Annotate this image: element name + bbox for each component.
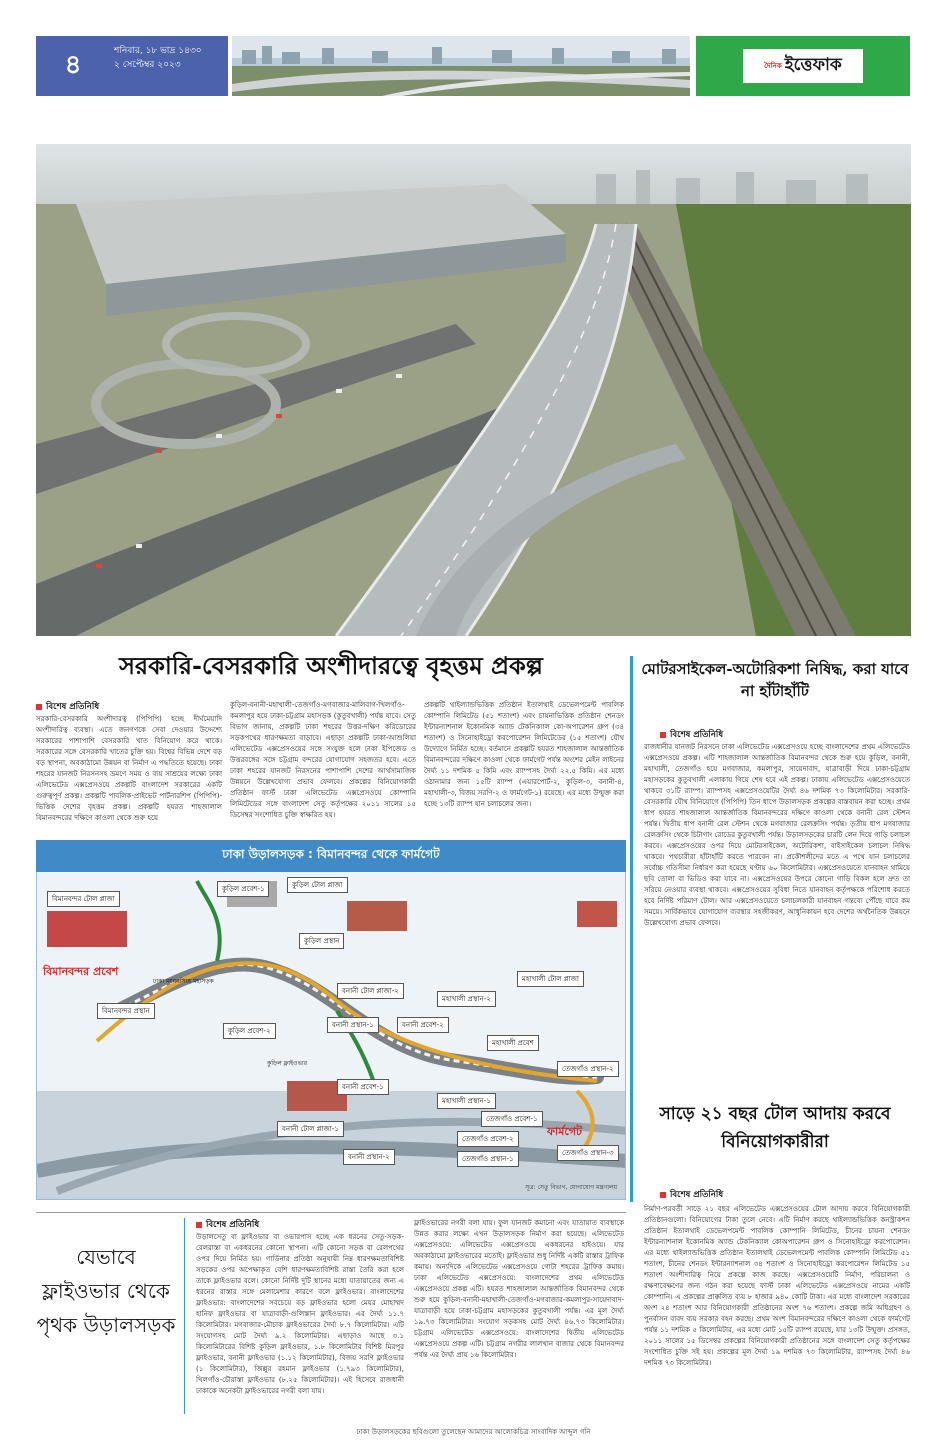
label-banani-toll-2: বনানী টোল প্লাজা-২ (337, 983, 404, 999)
motorcycle-body: রাজধানীর যানজট নিরসনে ঢাকা এলিভেটেড এক্সপ্রেসওয়ে হচ্ছে বাংলাদেশের প্রথম এলিভেটেড এক্সপ্রেসওয়ে প্রকল্প। এটি শাহজালাল আন্তর্জাতিক বিমানবন্দর থেকে শুরু হয়ে কুড়িল, বনানী, মহাখালী, তেজগাঁও হয়ে মগবাজার, কমলাপুর, সায়েদাবাদ, যাত্রাবাড়ী দিয়ে ঢাকা-চট্টগ্রাম মহাসড়কের কুতুবখালী এলাকায় গিয়ে শেষ হবে এই প্রকল্প। ঢাকায় এলিভেটেড এক্সপ্রেসওয়েতে থাকবে ৩১টি র‍্যাম্প। র‍্যাম্পসহ এক্সপ্রেসওয়েটির দৈর্ঘ্য ৪৬ দশমিক ৭৩ কিলোমিটার। সরকারি-বেসরকারি যৌথ বিনিয়োগে (পিপিপি) তিন ধাপে উড়ালসড়ক প্রকল্পের বাস্তবায়ন করা হচ্ছে। প্রথম ধাপ হযরত শাহজালাল আন্তর্জাতিক বিমানবন্দরের দক্ষিণে কাওলা থেকে বনানী রেল স্টেশন পর্যন্ত। দ্বিতীয় ধাপ বনানী রেল স্টেশন থেকে মগবাজার রেলক্রসিং পর্যন্ত। তৃতীয় ধাপ মগবাজার রেলক্রসিং থেকে চিটাগাং রোডের কুতুবখালী পর্যন্ত। উড়ালসড়কের চারটি লেন দিয়ে গাড়ি চলাচল করবে। এক্সপ্রেসওয়ের ওপর দিয়ে মোটরসাইকেল, অটোরিকশা, বাইসাইকেল চলাচল নিষিদ্ধ থাকবে। পথচারীরা হাঁটাহাঁটি করতে পারবেন না। প্রকৌশলীদের মতে এ পথে যান চলাচলের সর্বোচ্চ গতিসীমা নির্ধারণ করা হয়েছে ঘণ্টায় ৬০ কিলোমিটার। এক্সপ্রেসওয়েতে যানবাহন থামিয়ে ছবি তোলা বা ভিডিও করা যাবে না। এক্সপ্রেসওয়ের উপরে কোনো গাড়ি বিকল হলে দ্রুত তা সরিয়ে নেওয়ার ব্যবস্থা থাকবে। এক্সপ্রেসওয়ের সুবিধা নিতে যানবাহন কর্তৃপক্ষকে পরিশোধ করতে হবে নির্দিষ্ট পরিমাণ টোল। আর এক্সপ্রেসওয়েতে চলাচলকারী যানবাহন গন্তব্যে পৌঁছে যাবে কম সময়ে। সার্বিকভাবে যোগাযোগ ব্যবস্থার সহজীকরণ, আধুনিকায়ন হবে দেশের অর্থনৈতিক উন্নয়নে উল্লেখযোগ্য প্রভাব ফেলবে। (644, 743, 910, 927)
toll-body: নির্মাণ-পরবর্তী সাড়ে ২১ বছর এলিভেটেড এক্সপ্রেসওয়ের টোল আদায় করবে বিনিয়োগকারী প্রতিষ্ঠানগুলো। বিনিয়োগের টাকা তুলে নেবে। এটি নির্মাণ করছে থাইল্যান্ডভিত্তিক কনস্ট্রাকশন প্রতিষ্ঠান ইতালথাই ডেভেলপমেন্ট পাবলিক কোম্পানি লিমিটেড, চীনের চায়না শেনডং ইন্টারন্যাশনাল ইকোনমিক অ্যান্ড টেকনিক্যাল কোঅপারেশন গ্রুপ ও সিনোহাইড্রো করপোরেশন। এর মধ্যে থাইল্যান্ডভিত্তিক প্রতিষ্ঠান ইতালথাই ডেভেলপমেন্ট পাবলিক কোম্পানি লিমিটেড ৫১ শতাংশ, চীনের শেনডং ইন্টারন্যাশনাল ৩৪ শতাংশ ও সিনোহাইড্রো করপোরেশন লিমিটেড ১৫ শতাংশ অংশীদারিত্ব নিয়ে প্রকল্পে কাজ করছে। এক্সপ্রেসওয়েটি নির্মাণ, পরিচালনা ও রক্ষণাবেক্ষণের জন্য গঠন করা হয়েছে ফার্স্ট ঢাকা এলিভেটেড এক্সপ্রেসওয়ে নামের একটি কোম্পানি। এ প্রকল্পের প্রাক্কলিত ব্যয় ৮ হাজার ৯৪০ কোটি টাকা। এর মধ্যে বাংলাদেশ সরকারের অংশ ২৪ শতাংশ আর বিনিয়োগকারী প্রতিষ্ঠানের অংশ ৭৬ শতাংশ। প্রকল্পে জমি অধিগ্রহণ ও পুনর্বাসন বাবদ ব্যয় সরকার বহন করছে। প্রথম অংশ বিমানবন্দরের দক্ষিণে কাওলা থেকে ফার্মগেট পর্যন্ত ১১ দশমিক ৫ কিলোমিটার, এর মধ্যে মোট ১৫টি র‍্যাম্প রয়েছে, যার ১৩টি উন্মুক্ত। প্রসঙ্গত, ২০১১ সালের ১৫ ডিসেম্বর প্রকল্পের বিনিয়োগকারী প্রতিষ্ঠানের সঙ্গে বাংলাদেশ সেতু কর্তৃপক্ষের সংশোধিত চুক্তি সই হয়। প্রকল্পের মূল দৈর্ঘ্য ১৯ দশমিক ৭৩ কিলোমিটার, র‍্যাম্পসহ দৈর্ঘ্য ৪৬ দশমিক ৭৩ কিলোমিটার। (644, 1205, 910, 1367)
infographic-title: ঢাকা উড়ালসড়ক : বিমানবন্দর থেকে ফার্মগেট (36, 840, 626, 872)
label-banani-entry-2: বনানী প্রবেশ-২ (397, 1017, 449, 1033)
label-tejgaon-exit-3: তেজগাঁও প্রস্থান-৩ (557, 1145, 619, 1161)
flyover-divider (184, 1218, 185, 1414)
main-headline: সরকারি-বেসরকারি অংশীদারত্বে বৃহত্তম প্রকল্প (119, 651, 543, 680)
main-column-1: সরকারি-বেসরকারি অংশীদারত্ব (পিপিপি) হচ্ছে দীর্ঘমেয়াদি অংশীদারিত্ব ব্যবস্থা। এতে জনগণকে সেবা দেওয়ার উদ্দেশ্যে সরকারের পাশাপাশি বেসরকারি খাত বিনিয়োগ করে থাকে। সরকারের সঙ্গে বেসরকারি খাতের চুক্তি হয়। বিশ্বের বিভিন্ন দেশে বড় বড় স্থাপনা, অবকাঠামো উন্নয়ন বা নির্মাণ এ পদ্ধতিতে হয়েছে। ঢাকা শহরের যানজট নিরসনসহ ভ্রমণে সময় ও ব্যয় সাশ্রয়ের লক্ষ্যে ঢাকা এলিভেটেড এক্সপ্রেসওয়ে প্রকল্পটি বাংলাদেশ সরকারের একটি গুরুত্বপূর্ণ প্রকল্প। প্রকল্পটি পাবলিক-প্রাইভেট পার্টনারশিপ (পিপিপি)-ভিত্তিক দেশের বৃহত্তম প্রকল্প। প্রকল্পটি হযরত শাহজালাল বিমানবন্দরের দক্ষিণে কাওলা থেকে শুরু হয়ে (36, 715, 222, 822)
label-kuril-flyover: কুড়িল ফ্লাইওভার (267, 1060, 308, 1067)
logo-small-text: দৈনিক (764, 61, 782, 70)
label-tejgaon-entry-1: তেজগাঁও প্রবেশ-১ (481, 1111, 543, 1127)
label-tejgaon-entry-2: তেজগাঁও প্রবেশ-২ (457, 1131, 519, 1147)
motorcycle-byline: বিশেষ প্রতিনিধি (660, 728, 860, 742)
label-kuril-toll: কুড়িল টোল প্লাজা (287, 877, 348, 893)
flyover-column-2: ফ্লাইওভারের নগরী বলা যায়। ফুল যানজট কমানো এবং যাতায়াত ব্যবস্থাকে উন্নত করার লক্ষ্যে এখন উড়ালসড়ক নির্মাণ করা হয়েছে। এলিভেটেড এক্সপ্রেসওয়ে: এলিভেটেড এক্সপ্রেসওয়ে একধরনের হাইওয়ে। যার অবকাঠামো ফ্লাইওভারের মতোই। ফ্লাইওভার শুধু নির্দিষ্ট একটি রাস্তার ট্রাফিক কমায়। অন্যদিকে এলিভেটেড এক্সপ্রেসওয়ে গোটা শহরের ট্রাফিক কমায়। ঢাকা এলিভেটেড এক্সপ্রেসওয়ে: বাংলাদেশের প্রথম এলিভেটেড এক্সপ্রেসওয়ে প্রকল্প এটি। হযরত শাহজালাল আন্তর্জাতিক বিমানবন্দর থেকে শুরু হয়ে কুড়িল-বনানী-মহাখালী-তেজগাঁও-মগবাজার-কমলাপুর-সায়েদাবাদ-যাত্রাবাড়ী হয়ে ঢাকা-চট্টগ্রাম মহাসড়কের কুতুবখালী পর্যন্ত। এর মূল দৈর্ঘ্য ১৯.৭৩ কিলোমিটার। সংযোগ সড়কসহ মোট দৈর্ঘ্য ৪৬.৭৩ কিলোমিটার। চট্টগ্রাম এলিভেটেড এক্সপ্রেসওয়ে: বাংলাদেশের দ্বিতীয় এলিভেটেড এক্সপ্রেসওয়ে প্রকল্প এটি। চট্টগ্রাম নগরীর লালখান বাজার থেকে বিমানবন্দর পর্যন্ত এর দৈর্ঘ্য প্রায় ১৬ কিলোমিটার। (414, 1219, 624, 1359)
toll-byline: বিশেষ প্রতিনিধি (660, 1188, 860, 1202)
label-kuril-exit: কুড়িল প্রস্থান (299, 933, 344, 949)
expressway-aerial-photo (36, 144, 911, 636)
label-banani-toll-1: বনানী টোল প্লাজা-১ (277, 1121, 344, 1137)
main-column-3: প্রকল্পটি থাইল্যান্ডভিত্তিক প্রতিষ্ঠান ইতালথাই ডেভেলপমেন্ট পাবলিক কোম্পানি লিমিটেড (৫১ শতাংশ) এবং চায়নাভিত্তিক প্রতিষ্ঠান শেনডং ইন্টারন্যাশনাল ইকোনমিক অ্যান্ড টেকনিক্যাল কো-অপারেশন গ্রুপ (৩৪ শতাংশ) ও সিনোহাইড্রো করপোরেশন লিমিটেডের (১৫ শতাংশ) যৌথ উদ্যোগে নির্মিত হচ্ছে। বর্তমানে প্রকল্পটি হযরত শাহজালাল আন্তর্জাতিক বিমানবন্দরের দক্ষিণে কাওলা থেকে ফার্মগেট পর্যন্ত অংশের মেইন লাইনের দৈর্ঘ্য ১১ দশমিক ৫ কিমি এবং র‍্যাম্পসহ দৈর্ঘ্য ২২.৫ কিমি। এর মধ্যে ওঠানামার জন্য ১৫টি র‍্যাম্প (এয়ারপোর্ট-২, কুড়িল-৩, বনানী-৪, মহাখালী-৩, বিজয় সরণি-২ ও ফার্মগেট-১) রয়েছে। এর মধ্যে উন্মুক্ত করা হচ্ছে ১৩টি র‍্যাম্প যান চলাচলের জন্য। (424, 701, 624, 808)
route-infographic (36, 840, 626, 1200)
label-kuril-entry-2: কুড়িল প্রবেশ-২ (223, 1023, 276, 1039)
toll-headline: সাড়ে ২১ বছর টোল আদায় করবে বিনিয়োগকারীরা (659, 1104, 891, 1152)
flyover-column-1: উড়ালসেতু বা ফ্লাইওভার বা ওভারপাস হচ্ছে এক ধরনের সেতু-সড়ক-রেলরাস্তা বা একধরনের কোনো স্থাপনা। এটি কোনো সড়ক বা রেলপথের ওপর দিয়ে নির্মিত হয়। গার্ডিনার প্রতিষ্ঠা অনুযায়ী নিম্ন ধারণক্ষমতাবিশিষ্ট সড়কের ওপর অপেক্ষাকৃত বেশি ধারণক্ষমতাবিশিষ্ট রাস্তা তৈরি করা হলে তাকে ফ্লাইওভার বলে। কোনো নির্দিষ্ট দুটি স্থানের মধ্যে যাতায়াতের জন্য এ ধরনের রাস্তার সঙ্গে মেলামেশার কারণে বলে ফ্লাইওভার। বাংলাদেশের ফ্লাইওভার: বাংলাদেশের সবচেয়ে বড় ফ্লাইওভার হলো মেয়র মোহাম্মদ হানিফ ফ্লাইওভার বা যাত্রাবাড়ী-গুলিস্তান ফ্লাইওভার। এর দৈর্ঘ্য ১১.৭ কিলোমিটার। মগবাজার-মৌচাক ফ্লাইওভারের দৈর্ঘ্য ৮.৭ কিলোমিটার। এটি সংযোগসহ মোট দৈর্ঘ্য ৯.২ কিলোমিটার। এছাড়াও আছে ৩.১ কিলোমিটারের বিশিষ্ট কুড়িল ফ্লাইওভার, ১.৮ কিলোমিটার বিশিষ্ট মিরপুর ফ্লাইওভার, বনানী ফ্লাইওভার (১.১২ কিলোমিটার), বিজয় সরণি ফ্লাইওভার (১ কিলোমিটার), জিল্লুর রহমান ফ্লাইওভার (১.৭৯৩ কিলোমিটার), খিলগাঁও-চৌরাস্তা ফ্লাইওভার (৮.২৫ কিলোমিটার)। এই হিসেবে রাজধানী ঢাকাকে অনেকটা ফ্লাইওভারের নগরী বলা যায়। (196, 1233, 404, 1395)
label-banani-entry-1: বনানী প্রবেশ-১ (337, 1079, 389, 1095)
column-divider (630, 656, 633, 1202)
newspaper-logo[interactable] (696, 36, 910, 96)
logo-text: ইত্তেফাক (784, 55, 842, 75)
issue-date (110, 36, 228, 96)
label-airport-toll: বিমানবন্দর টোল প্লাজা (47, 891, 120, 907)
motorcycle-headline: মোটরসাইকেল-অটোরিকশা নিষিদ্ধ, করা যাবে না হাঁটাহাঁটি (641, 660, 909, 700)
label-airport-entry: বিমানবন্দর প্রবেশ (43, 965, 119, 978)
header-photo (232, 36, 690, 96)
label-farmgate: ফার্মগেট (547, 1125, 582, 1138)
section-rule (36, 1212, 626, 1213)
flyover-headline: যেভাবে ফ্লাইওভার থেকে পৃথক উড়ালসড়ক (36, 1245, 176, 1337)
label-mohakhali-toll: মহাখালী টোল প্লাজা (517, 971, 584, 987)
label-airport-exit: বিমানবন্দর প্রস্থান (97, 1003, 155, 1019)
infographic-source: সূত্র: সেতু বিভাগ, যোগাযোগ মন্ত্রণালয় (525, 1184, 617, 1191)
label-mohakhali-exit-1: মহাখালী প্রস্থান-১ (437, 1093, 496, 1109)
photo-caption: ঢাকা উড়ালসড়কের ছবিগুলো তুলেছেন আমাদের আলোকচিত্র সাংবাদিক আব্দুল গনি (356, 1428, 591, 1436)
label-mohakhali-entry: মহাখালী প্রবেশ (487, 1035, 539, 1051)
label-mohakhali-exit-2: মহাখালী প্রস্থান-২ (437, 991, 496, 1007)
main-column-2: কুড়িল-বনানী-মহাখালী-তেজগাঁও-মগবাজার-মালিবাগ-খিলগাঁও-কমলাপুর হয়ে ঢাকা-চট্টগ্রাম মহাসড়ক (কুতুবখালী) পর্যন্ত যাবে। সেতু বিভাগ জানায়, প্রকল্পটি ঢাকা শহরের উত্তর-দক্ষিণ করিডোরের সড়কপথের ধারণক্ষমতা বাড়াবে। এছাড়া প্রকল্পটি ঢাকা-আশুলিয়া এলিভেটেড এক্সপ্রেসওয়ের সঙ্গে সংযুক্ত হলে ঢাকা ইপিজেড ও উত্তরবঙ্গের সঙ্গে চট্টগ্রাম বন্দরের যোগাযোগ সহজতর হবে। এতে ঢাকা শহরের যানজট নিরসনের পাশাপাশি দেশের আর্থসামাজিক উন্নয়নে উল্লেখযোগ্য প্রভাব ফেলবে। প্রকল্পের বিনিয়োগকারী প্রতিষ্ঠান ফার্স্ট ঢাকা এলিভেটেড এক্সপ্রেসওয়ে কোম্পানি লিমিটেডের সঙ্গে বাংলাদেশ সেতু কর্তৃপক্ষের ২০১১ সালের ১৫ ডিসেম্বর সংশোধিত চুক্তি স্বাক্ষরিত হয়। (230, 701, 416, 819)
label-tejgaon-exit-2: তেজগাঁও প্রস্থান-২ (557, 1061, 619, 1077)
label-banani-exit-1: বনানী প্রস্থান-১ (327, 1017, 379, 1033)
main-byline: বিশেষ প্রতিনিধি (36, 700, 216, 714)
label-kuril-entry-1: কুড়িল প্রবেশ-১ (217, 881, 269, 897)
page-number: ৪ (36, 36, 110, 96)
logo-box (743, 49, 863, 83)
flyover-byline: বিশেষ প্রতিনিধি (196, 1218, 396, 1232)
label-banani-exit-2: বনানী প্রস্থান-২ (343, 1149, 395, 1165)
date-line-1: শনিবার, ১৮ ভাদ্র ১৪৩০ (114, 46, 202, 56)
date-line-2: ২ সেপ্টেম্বর ২০২৩ (114, 60, 181, 70)
label-dhaka-highway: ঢাকা ময়মনসিংহ মহাসড়ক (153, 978, 214, 985)
label-tejgaon-exit-1: তেজগাঁও প্রস্থান-১ (457, 1151, 519, 1167)
